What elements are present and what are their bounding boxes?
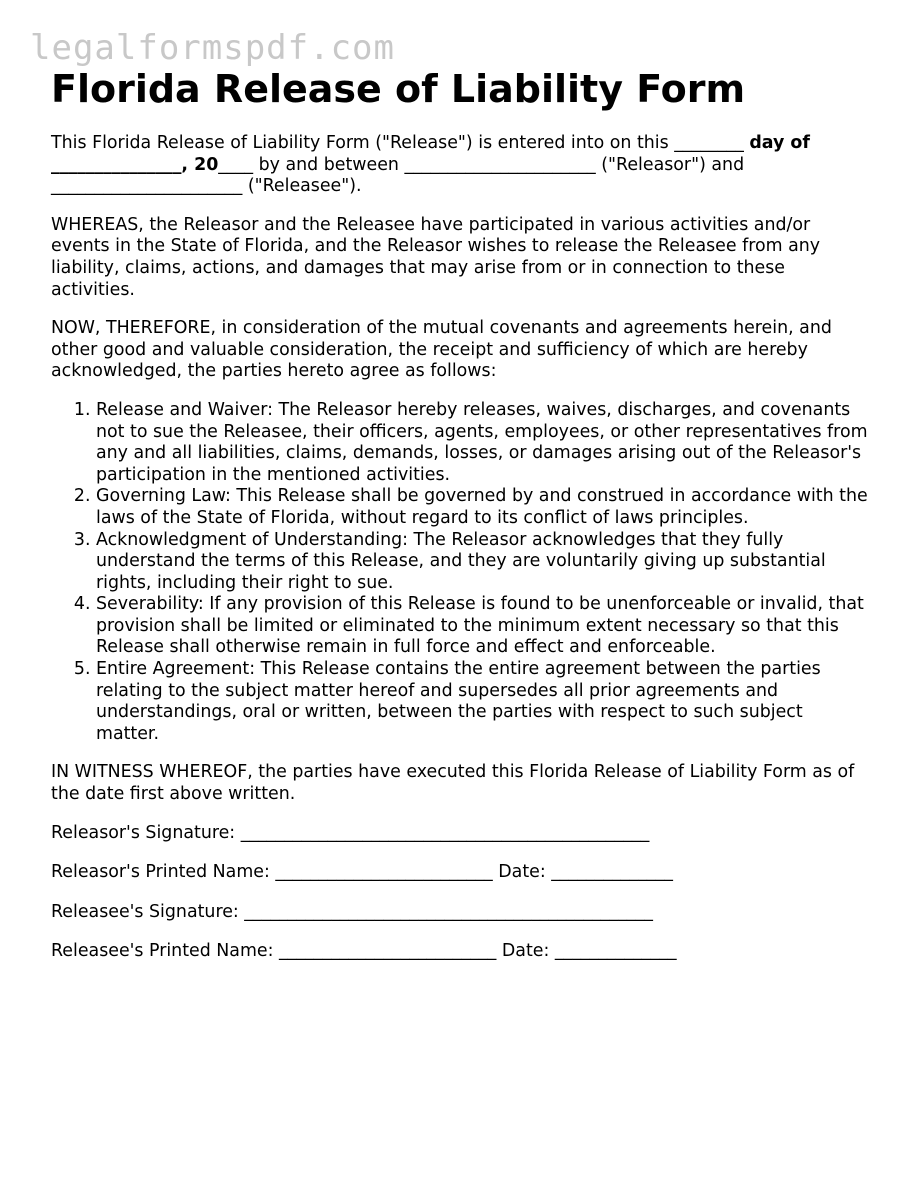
intro-paragraph — [51, 133, 871, 198]
witness-paragraph: IN WITNESS WHEREOF, the parties have executed this Florida Release of Liability Form as of the date first above written. — [51, 762, 855, 805]
intro-day-of: day of — [749, 133, 810, 153]
terms-list — [51, 400, 871, 746]
releasor-printed-name-line: Releasor's Printed Name: _________________________ Date: ______________ — [51, 862, 673, 883]
term-item: 5. Entire Agreement: This Release contains the entire agreement between the parties relating to the subject matter hereof and supersedes all prior agreements and understandings, oral or written, between the parties with respect to such subject matter. — [96, 659, 871, 745]
watermark: legalformspdf.com — [30, 28, 395, 68]
intro-text-3: ______________________ ("Releasee"). — [51, 176, 362, 197]
page-title: Florida Release of Liability Form — [51, 67, 746, 111]
term-item: 2. Governing Law: This Release shall be governed by and construed in accordance with the laws of the State of Florida, without regard to its conflict of laws principles. — [96, 486, 871, 529]
intro-text-2: ____ by and between ______________________ ("Releasor") and — [218, 154, 745, 175]
term-item: 4. Severability: If any provision of this Release is found to be unenforceable or invalid, that provision shall be limited or eliminated to the minimum extent necessary so that this Release shall otherwise remain in full force and effect and enforceable. — [96, 594, 871, 659]
releasee-signature-line: Releasee's Signature: _______________________________________________ — [51, 901, 653, 922]
now-therefore-paragraph: NOW, THEREFORE, in consideration of the mutual covenants and agreements herein, and other good and valuable consideration, the receipt and sufficiency of which are hereby acknowledged, the parties hereto agree as follows: — [51, 318, 832, 382]
releasee-printed-name-line: Releasee's Printed Name: _________________________ Date: ______________ — [51, 941, 677, 962]
releasor-signature-line: Releasor's Signature: _______________________________________________ — [51, 822, 650, 843]
term-item: 3. Acknowledgment of Understanding: The Releasor acknowledges that they fully understand the terms of this Release, and they are voluntarily giving up substantial rights, including their right to sue. — [96, 530, 871, 595]
document-body — [51, 133, 871, 981]
intro-date-line: _______________, 20 — [51, 154, 219, 175]
term-item: 1. Release and Waiver: The Releasor hereby releases, waives, discharges, and covenants not to sue the Releasee, their officers, agents, employees, or other representatives from any and all liabilities, claims, demands, losses, or damages arising out of the Releasor's participation in the mentioned activities. — [96, 400, 871, 486]
whereas-paragraph: WHEREAS, the Releasor and the Releasee have participated in various activities and/or events in the State of Florida, and the Releasor wishes to release the Releasee from any liability, claims, actions, and damages that may arise from or in connection to these activities. — [51, 214, 821, 300]
intro-text-1: This Florida Release of Liability Form ("Release") is entered into on this ________ — [51, 133, 750, 153]
